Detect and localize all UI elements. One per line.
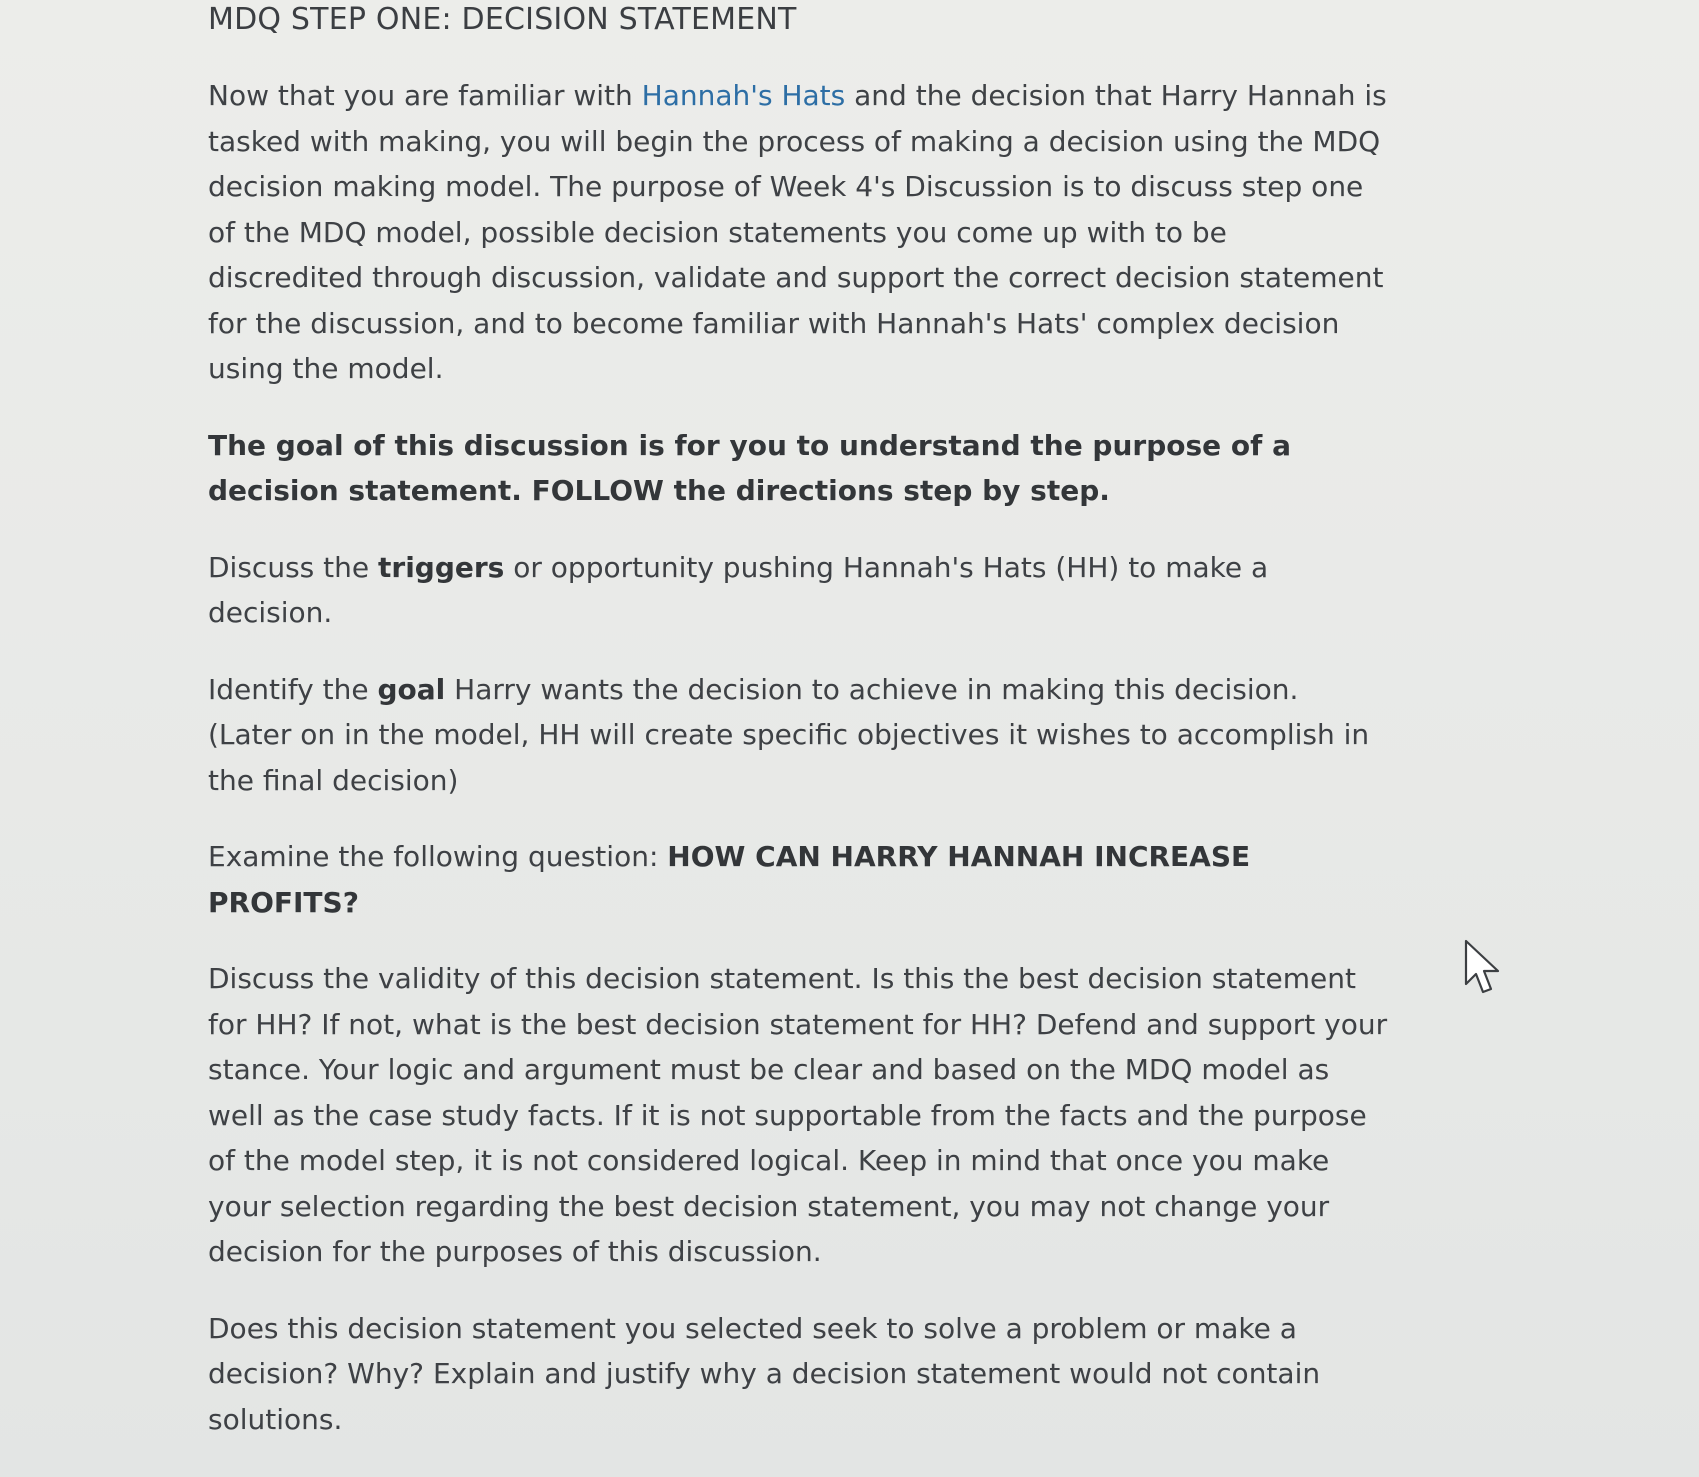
question-text-start: Examine the following question: <box>208 840 668 873</box>
page-title: MDQ STEP ONE: DECISION STATEMENT <box>208 2 797 37</box>
goal-paragraph: The goal of this discussion is for you to understand the purpose of a decision statement. FOLLOW the directions step by step. <box>208 428 1291 507</box>
goal-identify-paragraph <box>208 667 1388 804</box>
problem-or-decision-paragraph: Does this decision statement you selected seek to solve a problem or make a decision? Why? Explain and justify why a decision statement would not contain solutions. <box>208 1311 1321 1436</box>
question-paragraph <box>208 834 1388 925</box>
intro-paragraph <box>208 73 1388 392</box>
triggers-paragraph <box>208 545 1388 636</box>
intro-text-start: Now that you are familiar with <box>208 79 642 112</box>
discussion-content <box>208 0 1388 1442</box>
triggers-keyword: triggers <box>378 550 505 584</box>
triggers-text-start: Discuss the <box>208 550 378 584</box>
intro-text-end: and the decision that Harry Hannah is tasked with making, you will begin the process of making a decision using the MDQ decision making model. The purpose of Week 4's Discussion is to discuss step one of the MDQ model, possible decision statements you come up with to be discredited through discussion, validate and support the correct decision statement for the discussion, and to become familiar with Hannah's Hats' complex decision using the model. <box>208 79 1387 385</box>
goal-identify-text-end: Harry wants the decision to achieve in making this decision. (Later on in the model, HH will create specific objectives it wishes to accomplish in the final decision) <box>208 672 1370 797</box>
validity-paragraph: Discuss the validity of this decision statement. Is this the best decision statement for HH? If not, what is the best decision statement for HH? Defend and support your stance. Your logic and argument must be clear and based on the MDQ model as well as the case study facts. If it is not supportable from the facts and the purpose of the model step, it is not considered logical. Keep in mind that once you make your selection regarding the best decision statement, you may not change your decision for the purposes of this discussion. <box>208 962 1388 1268</box>
mouse-pointer-icon <box>1462 938 1508 1000</box>
question-statement: HOW CAN HARRY HANNAH INCREASE PROFITS? <box>208 840 1251 919</box>
hannahs-hats-link[interactable]: Hannah's Hats <box>641 79 846 112</box>
goal-identify-text-start: Identify the <box>208 672 378 706</box>
triggers-text-end: or opportunity pushing Hannah's Hats (HH) to make a decision. <box>208 550 1269 629</box>
goal-keyword: goal <box>377 672 446 706</box>
